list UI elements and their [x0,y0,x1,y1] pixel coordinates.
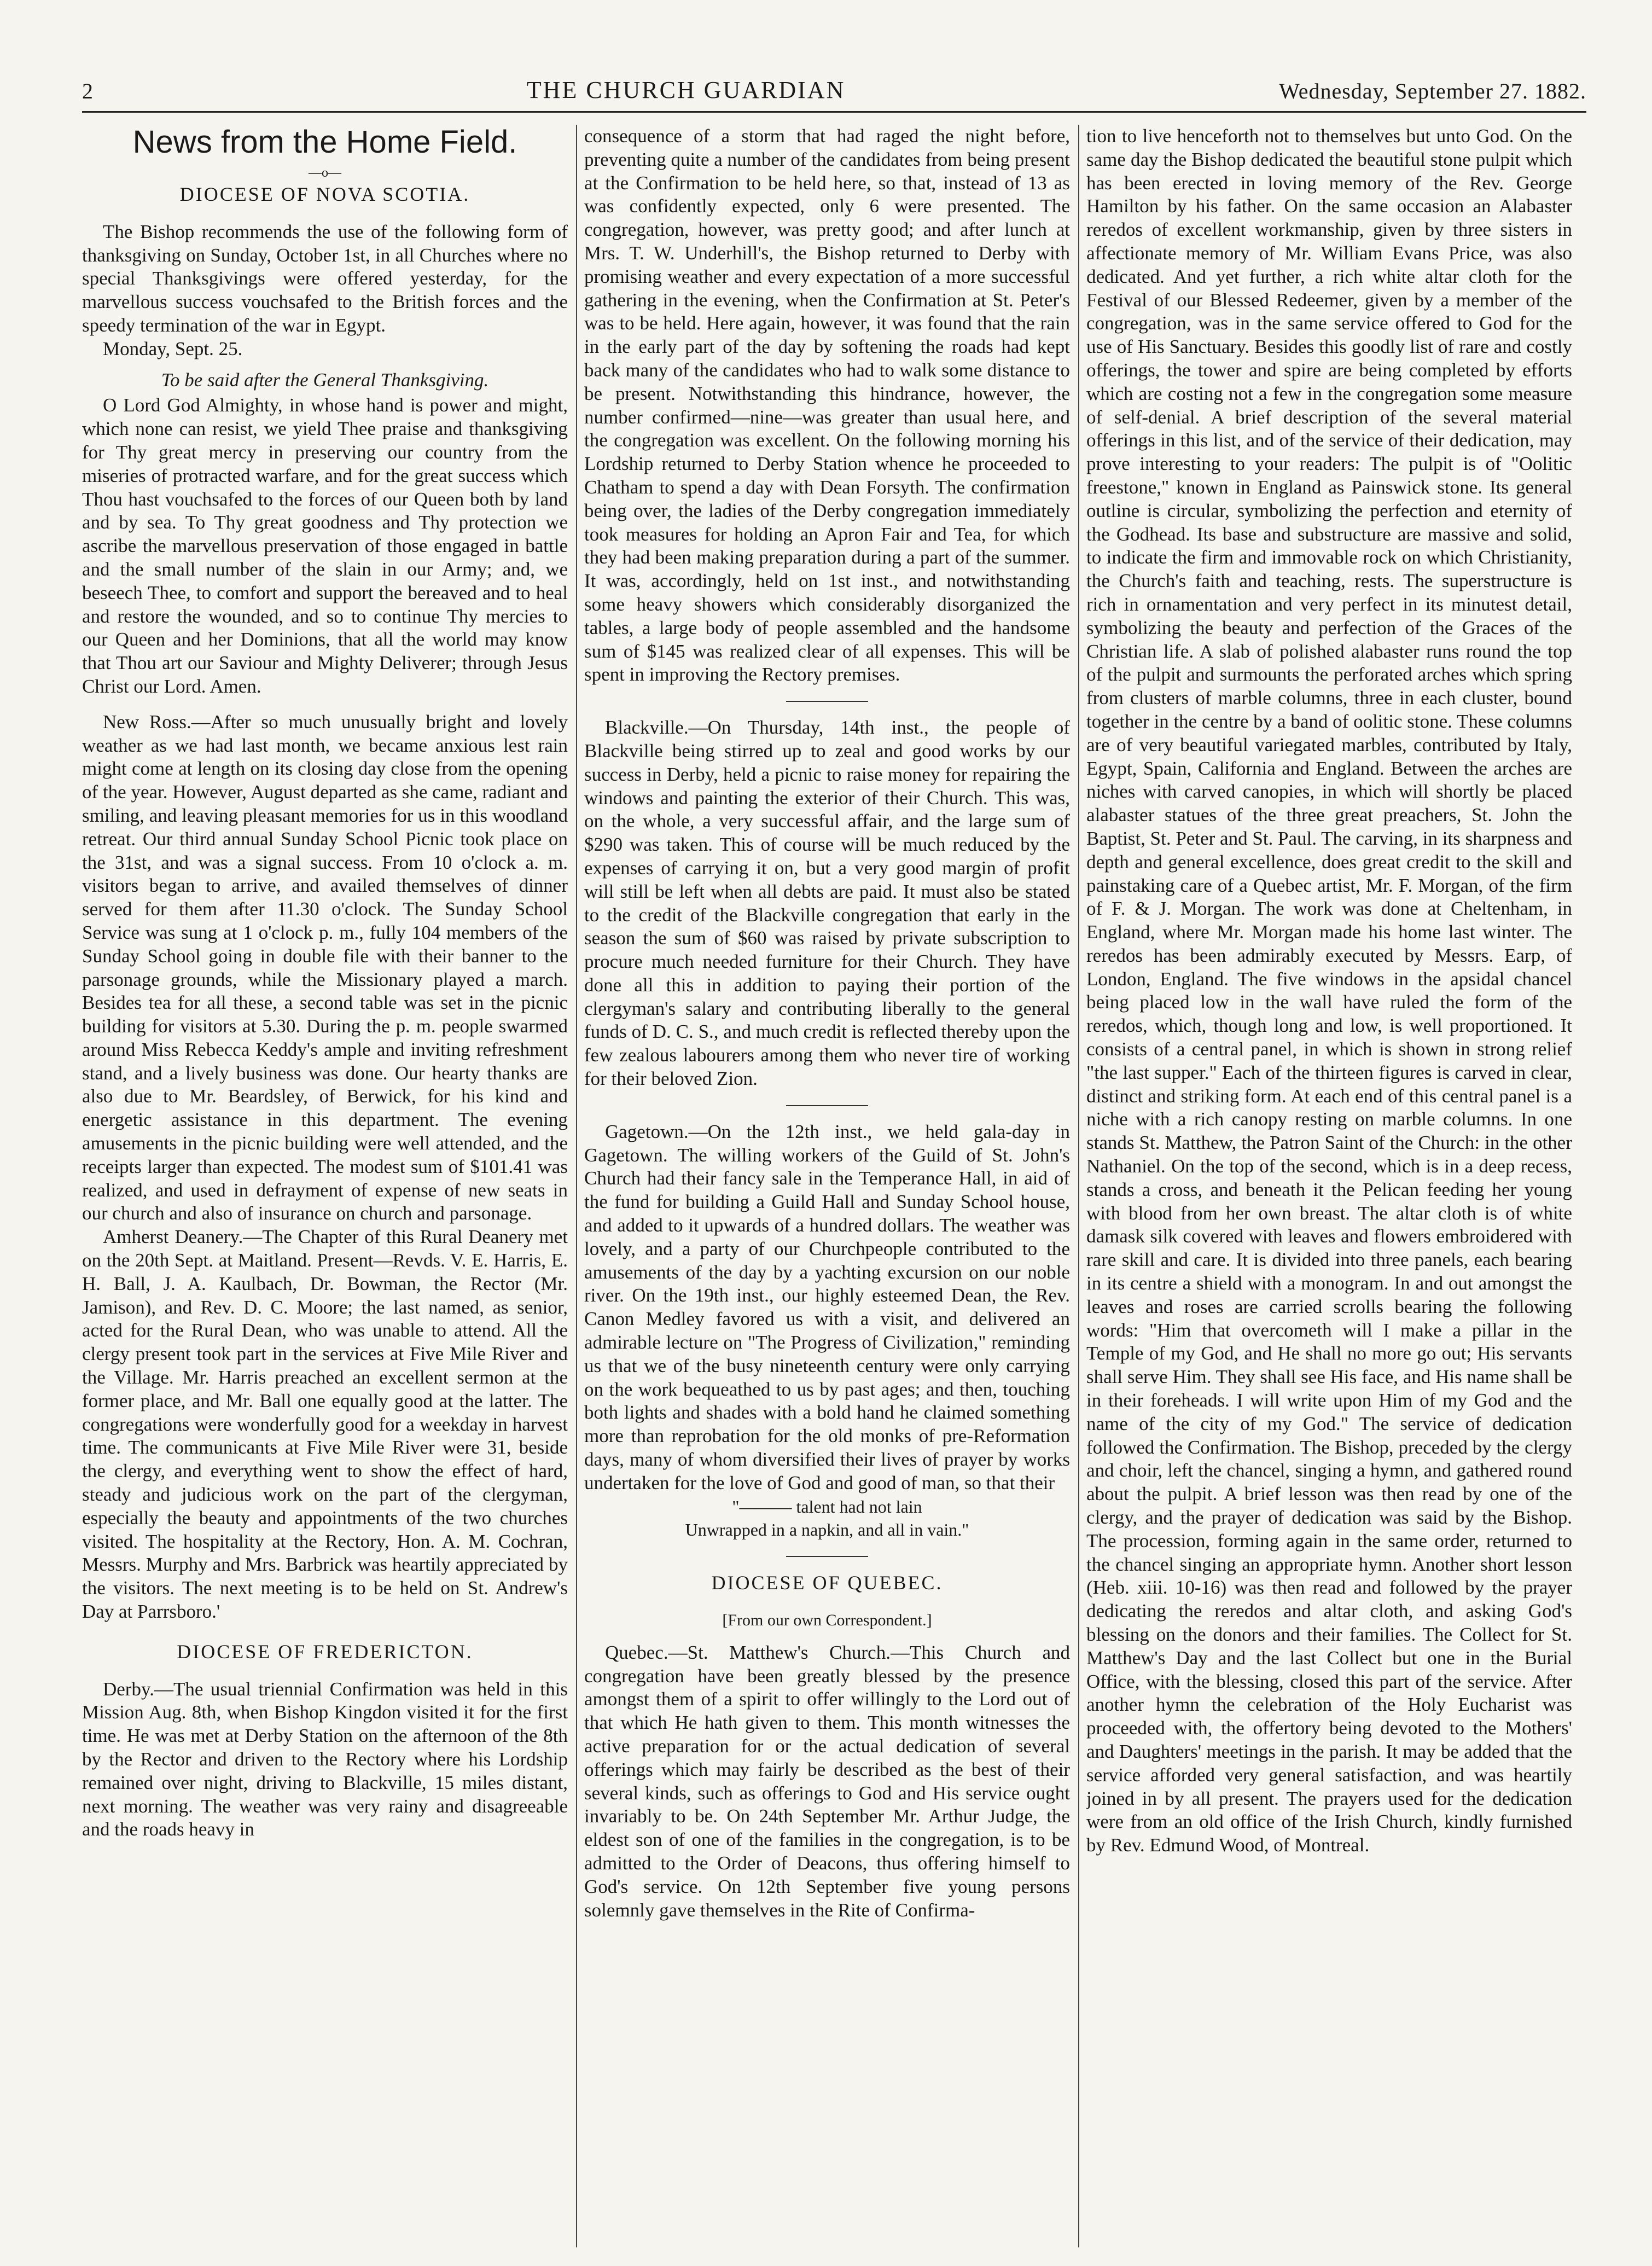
column-divider [1078,125,1079,2247]
column-2 [584,125,1070,2247]
page-header [82,77,1586,104]
prayer-heading: To be said after the General Thanksgiving. [161,369,489,391]
section-rule [786,701,868,702]
article-paragraph: Blackville.—On Thursday, 14th inst., the people of Blackville being stirred up to zeal and good works by our success in Derby, held a picnic to raise money for repairing the windows and painting the exterior of their Church. This was, on the whole, a very successful affair, and the large sum of $290 was taken. This of course will be much reduced by the expenses of carrying it on, but a very good margin of profit will still be left when all debts are paid. It must also be stated to the credit of the Blackville congregation that early in the season the sum of $60 was raised by private subscription to procure much needed furniture for their Church. They have done all this in addition to paying their portion of the clergyman's salary and contributing liberally to the general funds of D. C. S., and much credit is reflected thereby upon the few zealous labourers among them who never tire of working for their beloved Zion. [584,717,1070,1090]
article-paragraph: New Ross.—After so much unusually bright and lovely weather as we had last month, we became anxious lest rain might come at length on its closing day close from the opening of the year. However, August departed as she came, radiant and smiling, and leaving pleasant memories for us in this woodland retreat. Our third annual Sunday School Picnic took place on the 31st, and was a signal success. From 10 o'clock a. m. visitors began to arrive, and availed themselves of dinner served for them after 11.30 o'clock. The Sunday School Service was sung at 1 o'clock p. m., fully 104 members of the Sunday School going in double file with their banner to the parsonage grounds, while the Missionary played a march. Besides tea for all these, a second table was set in the picnic building for visitors at 5.30. During the p. m. people swarmed around Miss Rebecca Keddy's ample and inviting refreshment stand, and a lively business was done. Our hearty thanks are also due to Mr. Beardsley, of Berwick, for his kind and energetic assistance in this department. The evening amusements in the picnic building were well attended, and the receipts larger than expected. The modest sum of $101.41 was realized, and used in defrayment of expense of new seats in our church and also of insurance on church and parsonage. [82,711,568,1224]
verse-line: "——— talent had not lain [732,1496,922,1517]
section-rule [786,1105,868,1106]
page-number: 2 [82,79,93,103]
article-paragraph: Gagetown.—On the 12th inst., we held gala-day in Gagetown. The willing workers of the Guild of St. John's Church had their fancy sale in the Temperance Hall, in aid of the fund for building a Guild Hall and Sunday School house, and added to it upwards of a hundred dollars. The weather was lovely, and a party of our Churchpeople contributed to the amusements of the day by a yachting excursion on our noble river. On the 19th inst., our highly esteemed Dean, the Rev. Canon Medley favored us with a visit, and delivered an admirable lecture on "The Progress of Civilization," reminding us that we of the busy nineteenth century were only carrying on the work bequeathed to us by past ages; and then, touching both lights and shades with a bold hand he claimed something more than reprobation for the old monks of pre-Reformation days, many of whom diversified their lives of prayer by works undertaken for the love of God and good of man, so that their [584,1120,1070,1494]
section-title: News from the Home Field. [132,125,517,160]
header-rule [82,111,1586,113]
diocese-heading: DIOCESE OF QUEBEC. [711,1572,943,1594]
column-divider [576,125,577,2247]
separator: —o— [309,166,341,180]
diocese-heading: DIOCESE OF NOVA SCOTIA. [179,183,470,205]
prayer-text: O Lord God Almighty, in whose hand is power and might, which none can resist, we yield Thee praise and thanksgiving for Thy great mercy in preserving our country from the miseries of protracted warfare, and for the great success which Thou hast vouchsafed to the forces of our Queen both by land and by sea. To Thy great goodness and Thy protection we ascribe the marvellous preservation of those engaged in battle and the small number of the slain in our Army; and, we beseech Thee, to comfort and support the bereaved and to heal and restore the wounded, and so to continue Thy mercies to our Queen and her Dominions, that all the world may know that Thou art our Saviour and Mighty Deliverer; through Jesus Christ our Lord. Amen. [82,394,568,697]
correspondent-note: [From our own Correspondent.] [722,1611,932,1630]
article-paragraph: tion to live henceforth not to themselves but unto God. On the same day the Bishop dedicated the beautiful stone pulpit which has been erected in loving memory of the Rev. George Hamilton by his father. On the same occasion an Alabaster reredos of excellent workmanship, given by three sisters in affectionate memory of Mr. William Evans Price, was also dedicated. And yet further, a rich white altar cloth for the Festival of our Blessed Redeemer, given by a member of the congregation, was in the same service offered to God for the use of His Sanctuary. Besides this goodly list of rare and costly offerings, the tower and spire are being completed by efforts which are costing not a few in the congregation some measure of self-denial. A brief description of the several material offerings in this list, and of the service of their dedication, may prove interesting to your readers: The pulpit is of "Oolitic freestone," known in England as Painswick stone. Its general outline is circular, symbolizing the perfection and eternity of the Godhead. Its base and substructure are massive and solid, to indicate the firm and immovable rock on which Christianity, the Church's faith and teaching, rests. The superstructure is rich in ornamentation and very perfect in its minutest detail, symbolizing the beauty and perfection of the Graces of the Christian life. A slab of polished alabaster runs round the top of the pulpit and surmounts the perforated arches which spring from clusters of marble columns, three in each cluster, bound together in the centre by a band of oolitic stone. These columns are of very beautiful variegated marbles, contributed by Italy, Egypt, Spain, California and England. Between the arches are niches with carved canopies, in which will shortly be placed alabaster statues of the three great preachers, St. John the Baptist, St. Peter and St. Paul. The carving, in its sharpness and depth and general excellence, does great credit to the skill and painstaking care of a Quebec artist, Mr. F. Morgan, of the firm of F. & J. Morgan. The work was done at Cheltenham, in England, where Mr. Morgan made his home last winter. The reredos has been admirably executed by Messrs. Earp, of London, England. The five windows in the apsidal chancel being placed low in the wall have ruled the form of the reredos, which, though long and low, is well proportioned. It consists of a central panel, in which is shown in strong relief "the last supper." Each of the thirteen figures is carved in clear, distinct and striking form. At each end of this central panel is a niche with a rich canopy resting on marble columns. In one stands St. Matthew, the Patron Saint of the Church: in the other Nathaniel. On the top of the second, which is in a deep recess, stands a cross, and beneath it the Pelican feeding her young with blood from her own breast. The altar cloth is of white damask silk covered with leaves and flowers embroidered with rare skill and care. It is divided into three panels, each bearing in its centre a shield with a monogram. In and out amongst the leaves and roses are carried scrolls bearing the following words: "Him that overcometh will I make a pillar in the Temple of my God, and He shall no more go out; His servants shall serve Him. They shall see His face, and His name shall be in their foreheads. I will write upon Him of my God and the name of the city of my God." The service of dedication followed the Confirmation. The Bishop, preceded by the clergy and choir, left the chancel, singing a hymn, and gathered round about the pulpit. A brief lesson was then read by one of the clergy, and the prayer of dedication was said by the Bishop. The procession, forming again in the same order, returned to the chancel singing an appropriate hymn. Another short lesson (Heb. xiii. 10-16) was then read and followed by the prayer dedicating the reredos and altar cloth, and asking God's blessing on the donors and their families. The Collect for St. Matthew's Day and the last Collect but one in the Burial Office, with the blessing, closed this part of the service. After another hymn the celebration of the Holy Eucharist was proceeded with, the offertory being devoted to the Mothers' and Daughters' meetings in the parish. It may be added that the service afforded very general satisfaction, and was heartily joined in by all present. The prayers used for the dedication were from an old office of the Irish Church, kindly furnished by Rev. Edmund Wood, of Montreal. [1086,125,1572,1856]
article-paragraph: Quebec.—St. Matthew's Church.—This Church and congregation have been greatly blessed by the presence amongst them of a spirit to offer willingly to the Lord out of that which He hath given to them. This month witnesses the active preparation for or the actual dedication of several offerings which may fairly be described as the best of their several kinds, such as offerings to God and His service ought invariably to be. On 24th September Mr. Arthur Judge, the eldest son of one of the families in the congregation, is to be admitted to the Order of Deacons, thus offering himself to God's service. On 12th September five young persons solemnly gave themselves in the Rite of Confirma- [584,1641,1070,1921]
article-paragraph: consequence of a storm that had raged the night before, preventing quite a number of the candidates from being present at the Confirmation to be held here, so that, instead of 13 as was confidently expected, only 6 were presented. The congregation, however, was pretty good; and after lunch at Mrs. T. W. Underhill's, the Bishop returned to Derby with promising weather and every expectation of a more successful gathering in the evening, when the Confirmation at St. Peter's was to be held. Here again, however, it was found that the rain in the early part of the day by softening the roads had kept back many of the candidates who had to walk some distance to be present. Notwithstanding this hindrance, however, the number confirmed—nine—was greater than usual here, and the congregation was excellent. On the following morning his Lordship returned to Derby Station whence he proceeded to Chatham to spend a day with Dean Forsyth. The confirmation being over, the ladies of the Derby congregation immediately took measures for holding an Apron Fair and Tea, for which they had been making preparation during a part of the summer. It was, accordingly, held on 1st inst., and notwithstanding some heavy showers which considerably disorganized the tables, a large body of people assembled and the handsome sum of $145 was realized clear of all expenses. This will be spent in improving the Rectory premises. [584,125,1070,685]
diocese-heading: DIOCESE OF FREDERICTON. [177,1640,473,1663]
column-3 [1086,125,1572,2247]
section-rule [786,1556,868,1557]
article-paragraph: Amherst Deanery.—The Chapter of this Rural Deanery met on the 20th Sept. at Maitland. Present—Revds. V. E. Harris, E. H. Ball, J. A. Kaulbach, Dr. Bowman, the Rector (Mr. Jamison), and Rev. D. C. Moore; the last named, as senior, acted for the Rural Dean, who was unable to attend. All the clergy present took part in the services at Five Mile River and the Village. Mr. Harris preached an excellent sermon at the former place, and Mr. Ball one equally good at the latter. The congregations were wonderfully good for a weekday in harvest time. The communicants at Five Mile River were 31, beside the clergy, and everything went to show the effect of hard, steady and judicious work on the part of the clergyman, especially the beauty and appointments of the two churches visited. The hospitality at the Rectory, Hon. A. M. Cochran, Messrs. Murphy and Mrs. Barbrick was heartily appreciated by the visitors. The next meeting is to be held on St. Andrew's Day at Parrsboro.' [82,1226,568,1623]
verse-line: Unwrapped in a napkin, and all in vain." [685,1520,969,1540]
issue-date: Wednesday, September 27. 1882. [1279,79,1586,103]
article-paragraph: Monday, Sept. 25. [103,338,243,359]
article-paragraph: Derby.—The usual triennial Confirmation was held in this Mission Aug. 8th, when Bishop Kingdon visited it for the first time. He was met at Derby Station on the afternoon of the 8th by the Rector and driven to the Rectory where his Lordship remained over night, driving to Blackville, 15 miles distant, next morning. The weather was very rainy and disagreeable and the roads heavy in [82,1678,568,1840]
column-1 [82,125,568,2247]
masthead: THE CHURCH GUARDIAN [526,77,846,103]
article-paragraph: The Bishop recommends the use of the following form of thanksgiving on Sunday, October 1st, in all Churches where no special Thanksgivings were offered yesterday, for the marvellous success vouchsafed to the British forces and the speedy termination of the war in Egypt. [82,220,568,336]
